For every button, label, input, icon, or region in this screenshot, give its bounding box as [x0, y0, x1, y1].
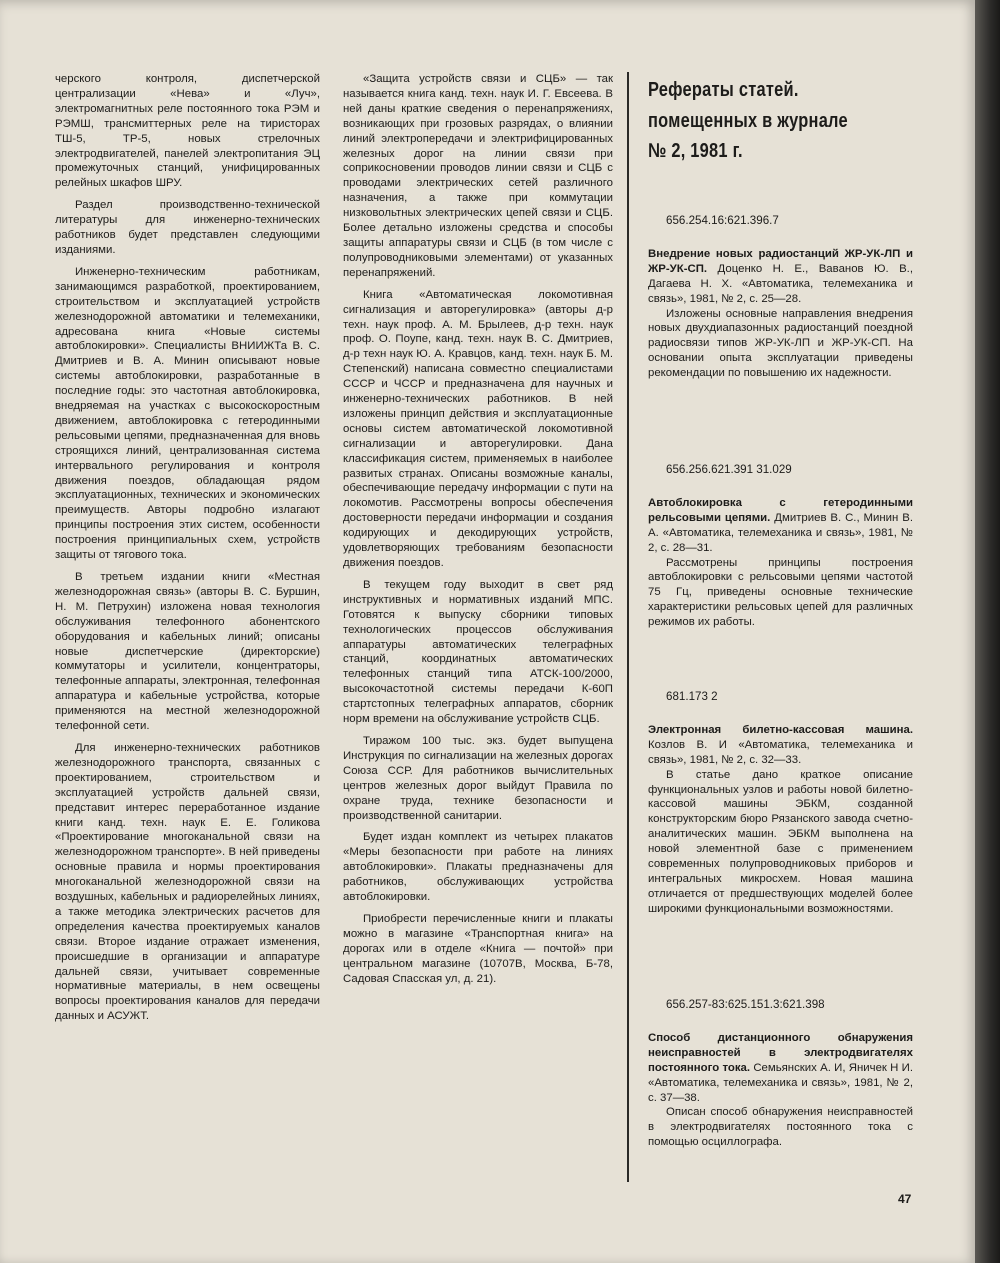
article-citation: Дмитриев В. С., Минин В. А. «Автоматика, телемеханика и связь», 1981, № 2, с. 28—31. — [648, 511, 914, 554]
bibliography — [648, 496, 913, 556]
paragraph: черского контроля, диспетчерской централизации «Нева» и «Луч», электромагнитных реле постоянного тока РЭМ и РЭМШ, трансмиттерных реле на тиристорах ТШ-5, ТР-5, новых стрелочных электродвигателей, панелей электропитания ЭЦ промежуточных станций, унифицированных релейных шкафов ШРУ. — [55, 73, 320, 190]
column-divider — [627, 72, 629, 1182]
abstract-text: Описан способ обнаружения неисправностей в электродвигателях постоянного тока с помощью осциллографа. — [648, 1106, 913, 1149]
heading-line: № 2, 1981 г. — [648, 140, 743, 162]
paragraph: «Защита устройств связи и СЦБ» — так называется книга канд. техн. наук И. Г. Евсеева. В ней даны краткие сведения о перенапряжениях, возникающих при грозовых разрядах, о влиянии линий электропередачи и электрифицированных железных дорог на линии связи при соприкосновении проводов линии связи и СЦБ с проводами электрических сетей различного назначения, а также при коммутации низковольтных электрических цепей связи и СЦБ. Более детально изложены средства и способы защиты аппаратуры связи и СЦБ (в том числе с полупроводниковыми элементами) от указанных перенапряжений. — [343, 73, 613, 279]
article-citation: Доценко Н. Е., Ваванов Ю. В., Дагаева Н. Х. «Автоматика, телемеханика и связь», 1981, № 2, с. 25—28. — [648, 262, 913, 305]
paragraph: Будет издан комплект из четырех плакатов «Меры безопасности при работе на линиях автоблокировки». Плакаты предназначены для работников, обслуживающих устройства автоблокировки. — [343, 831, 613, 904]
article-citation: Козлов В. И «Автоматика, телемеханика и связь», 1981, № 2, с. 32—33. — [648, 738, 913, 766]
abstract-text: Рассмотрены принципы построения автоблокировки с рельсовыми цепями частотой 75 Гц, приведены основные технические характеристики рельсовых цепей для различных режимов их работы. — [648, 556, 913, 629]
text-column-middle — [343, 72, 613, 993]
udc-code: 681.173 2 — [666, 690, 718, 703]
abstract-text: Изложены основные направления внедрения новых двухдиапазонных радиостанций поездной радиосвязи типов ЖР-УК-ЛП и ЖР-УК-СП. На основании опыта эксплуатации приведены рекомендации по повышению их надежности. — [648, 307, 913, 380]
heading-line: помещенных в журнале — [648, 109, 848, 132]
bibliography — [648, 723, 913, 768]
udc-code: 656.257-83:625.151.3:621.398 — [666, 998, 825, 1011]
article-title: Способ дистанционного обнаружения неисправностей в электродвигателях постоянного тока. — [648, 1031, 913, 1074]
article-citation: Семьянских А. И, Яничек Н И. «Автоматика, телемеханика и связь», 1981, № 2, с. 37—38. — [648, 1061, 913, 1104]
article-title: Автоблокировка с гетеродинными рельсовыми цепями. — [648, 496, 913, 524]
paragraph: Тиражом 100 тыс. экз. будет выпущена Инструкция по сигнализации на железных дорогах Союза ССР. Для работников вычислительных центров железных дорог выйдут Правила по охране труда, технике безопасности и производственной санитарии. — [343, 734, 613, 822]
article-title: Электронная билетно-кассовая машина. — [648, 723, 913, 736]
udc-code: 656.254.16:621.396.7 — [666, 214, 779, 227]
paragraph: В текущем году выходит в свет ряд инструктивных и нормативных изданий МПС. Готовятся к выпуску сборники типовых технологических процессов обслуживания аппаратуры автоматических телеграфных станций, координатных автоматических телефонных станций типа АТСК-100/2000, высокочастотной системы передачи К-60П стартстопных телеграфных аппаратов, сборник норм времени на обслуживание устройств СЦБ. — [343, 578, 613, 726]
paragraph: В третьем издании книги «Местная железнодорожная связь» (авторы В. С. Буршин, Н. М. Петрухин) изложена новая технология обслуживания телефонного абонентского оборудования и кабельных линий; описаны новые диспетчерские (директорские) коммутаторы и усилители, концентраторы, телефонные аппараты, электронная, телефонная аппаратура и кабельные устройства, которые применяются на местной железнодорожной телефонной сети. — [55, 571, 320, 733]
abstract-entry — [648, 690, 913, 917]
paragraph: Книга «Автоматическая локомотивная сигнализация и авторегулировка» (авторы д-р техн. наук проф. А. М. Брылеев, д-р техн. наук проф. О. Поупе, канд. техн. наук В. С. Дмитриев, д-р техн наук Ю. А. Кравцов, канд. техн. наук Б. М. Степенский) написана совместно специалистами СССР и ЧССР и предназначена для научных и инженерно-технических работников. В ней изложены принцип действия и эксплуатационные основы систем автоматической локомотивной сигнализации и авторегулировки. Дана классификация систем, применяемых в наиболее развитых странах. Описаны возможные каналы, обеспечивающие передачу информации с пути на локомотив. Рассмотрены вопросы обеспечения достоверности передачи информации и создания кодирующих и декодирующих устройств, удовлетворяющих требованиям безопасности движения поездов. — [343, 288, 613, 569]
paragraph: Для инженерно-технических работников железнодорожного транспорта, связанных с проектированием, строительством и эксплуатацией устройств дальней связи, представит интерес переработанное издание книги канд. техн. наук Е. Е. Голикова «Проектирование многоканальной связи на железнодорожном транспорте». В ней приведены основные правила и нормы проектирования многоканальной железнодорожной связи на воздушных, кабельных и радиорелейных линиях, а также методика электрических расчетов для определения качества проектируемых каналов связи. Второе издание отражает изменения, происшедшие в организации и аппаратуре дальней связи, учитывает современные нормативные материалы, в нем освещены вопросы проектирования каналов для передачи данных и АСУЖТ. — [55, 741, 320, 1023]
abstract-entry — [648, 998, 913, 1150]
binding-edge — [975, 0, 1000, 1263]
paragraph: Инженерно-техническим работникам, занимающимся разработкой, проектированием, строительством и эксплуатацией устройств железнодорожной автоматики и телемеханики, адресована книга «Новые системы автоблокировки». Специалисты ВНИИЖТа В. С. Дмитриев и В. А. Минин описывают новые системы автоблокировки, разработанные в последние годы: это частотная автоблокировка, внедряемая на участках с высокоскоростным движением, автоблокировка с гетеродинными рельсовыми цепями, предназначенная для вновь строящихся линий, централизованная система интервального регулирования и контроля движения поездов, обладающая рядом эксплуатационных, технических и экономических преимуществ. Авторы подробно излагают принципы построения этих систем, особенности построения принципиальных схем, устройств защиты от тягового тока. — [55, 265, 320, 562]
abstract-entry — [648, 214, 913, 381]
abstracts-heading — [648, 75, 913, 167]
abstract-entry — [648, 463, 913, 630]
bibliography — [648, 1031, 913, 1106]
paragraph: Раздел производственно-технической литературы для инженерно-технических работников будет представлен следующими изданиями. — [55, 199, 320, 256]
udc-code: 656.256.621.391 31.029 — [666, 463, 792, 476]
heading-line: Рефераты статей. — [648, 79, 799, 101]
abstract-text: В статье дано краткое описание функциональных узлов и работы новой билетно-кассовой машины ЭБКМ, созданной конструкторским бюро Рязанского завода счетно-аналитических машин. ЭБКМ выполнена на новой элементной базе с применением современных полупроводниковых приборов и интегральных микросхем. Новая машина отличается от предшествующих моделей более широкими функциональными возможностями. — [648, 768, 913, 915]
text-column-left — [55, 72, 320, 1031]
paragraph: Приобрести перечисленные книги и плакаты можно в магазине «Транспортная книга» на дорогах или в отделе «Книга — почтой» при центральном магазине (10707В, Москва, Б-78, Садовая Спасская ул, д. 21). — [343, 912, 613, 985]
page-number: 47 — [898, 1192, 912, 1206]
article-title: Внедрение новых радиостанций ЖР-УК-ЛП и ЖР-УК-СП. — [648, 247, 913, 275]
bibliography — [648, 247, 913, 307]
